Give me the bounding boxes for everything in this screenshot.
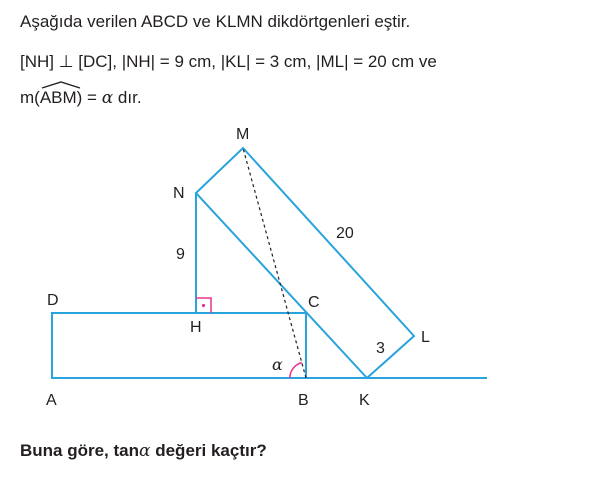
length-nh: 9	[176, 246, 185, 263]
question-prefix: Buna göre, tan	[20, 441, 140, 460]
label-m: M	[236, 126, 250, 143]
label-b: B	[298, 392, 309, 409]
label-n: N	[173, 185, 185, 202]
angle-alpha-arc	[290, 363, 302, 378]
question-suffix: değeri kaçtır?	[150, 441, 267, 460]
angle-measure-suffix: dır.	[113, 88, 142, 107]
problem-line-1: Aşağıda verilen ABCD ve KLMN dikdörtgenleri eştir.	[20, 12, 411, 31]
angle-measure-prefix: m(	[20, 88, 40, 107]
label-a: A	[46, 392, 57, 409]
label-c: C	[308, 294, 320, 311]
question-alpha: α	[139, 441, 151, 461]
rectangle-abcd	[52, 313, 306, 378]
question	[20, 441, 267, 461]
problem-line-2: [NH] ⊥ [DC], |NH| = 9 cm, |KL| = 3 cm, |ML| = 20 cm ve	[20, 52, 437, 71]
angle-name-text: ABM	[39, 88, 77, 107]
right-angle-dot	[202, 304, 205, 307]
label-d: D	[47, 292, 59, 309]
label-l: L	[421, 329, 430, 346]
angle-measure-middle: ) =	[76, 88, 102, 107]
length-ml: 20	[336, 225, 354, 242]
label-k: K	[359, 392, 370, 409]
length-kl: 3	[376, 340, 385, 357]
label-alpha: α	[272, 355, 283, 374]
label-h: H	[190, 319, 202, 336]
alpha-symbol: α	[101, 88, 114, 108]
